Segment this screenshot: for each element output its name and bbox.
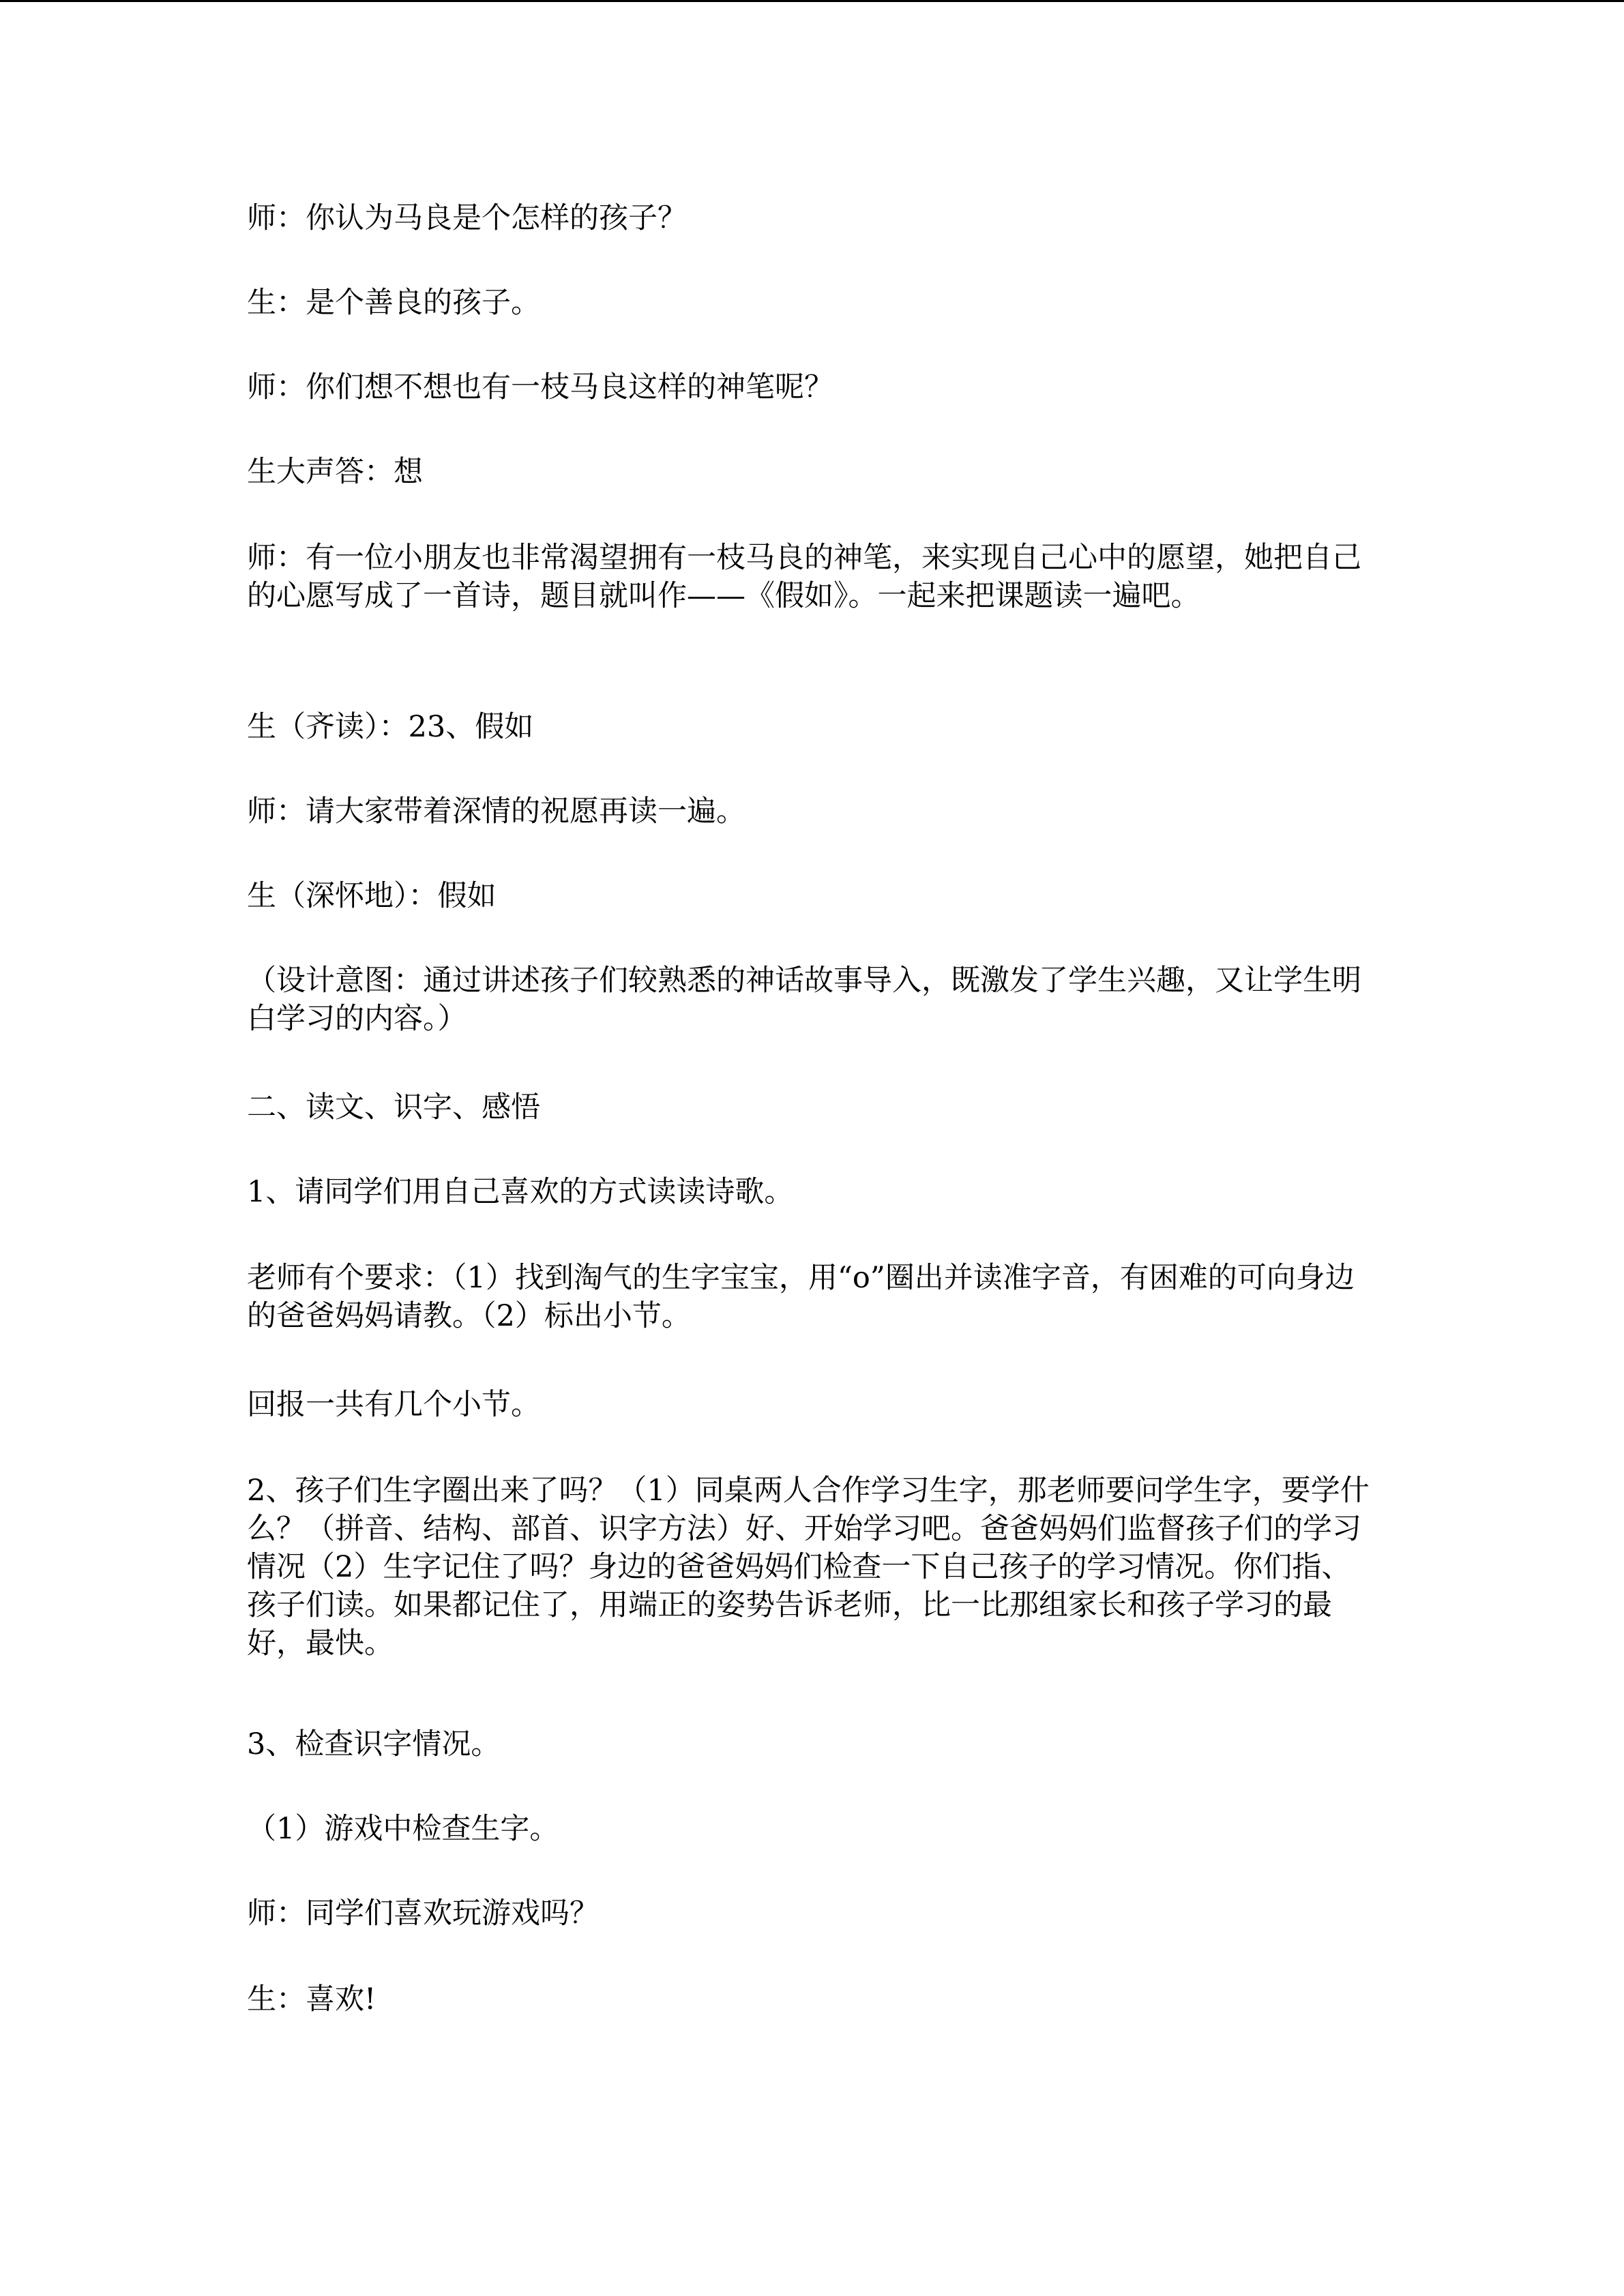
paragraph-16: （1）游戏中检查生字。 bbox=[247, 1812, 559, 1846]
paragraph-8: 生（深怀地）：假如 bbox=[247, 879, 497, 913]
paragraph-6: 生（齐读）：23、假如 bbox=[247, 710, 534, 744]
top-border-line bbox=[0, 0, 1624, 2]
paragraph-14: 2、孩子们生字圈出来了吗？（1）同桌两人合作学习生字，那老师要问学生字，要学什么？（拼音、结构、部首、识字方法）好、开始学习吧。爸爸妈妈们监督孩子们的学习情况（2）生字记住了吗？身边的爸爸妈妈们检查一下自己孩子的学习情况。你们指、孩子们读。如果都记住了，用端正的姿势告诉老师，比一比那组家长和孩子学习的最好，最快。 bbox=[247, 1474, 1370, 1660]
paragraph-12: 老师有个要求：（1）找到淘气的生字宝宝，用“o”圈出并读准字音，有困难的可向身边的爸爸妈妈请教。（2）标出小节。 bbox=[247, 1261, 1355, 1333]
paragraph-7: 师：请大家带着深情的祝愿再读一遍。 bbox=[247, 794, 745, 829]
paragraph-2: 生：是个善良的孩子。 bbox=[247, 286, 540, 320]
paragraph-17: 师：同学们喜欢玩游戏吗？ bbox=[247, 1896, 599, 1930]
paragraph-1: 师：你认为马良是个怎样的孩子？ bbox=[247, 201, 687, 235]
paragraph-3: 师：你们想不想也有一枝马良这样的神笔呢？ bbox=[247, 370, 833, 404]
paragraph-18: 生：喜欢! bbox=[247, 1982, 377, 2016]
paragraph-4: 生大声答：想 bbox=[247, 455, 423, 489]
paragraph-11: 1、请同学们用自己喜欢的方式读读诗歌。 bbox=[247, 1175, 794, 1209]
paragraph-5: 师：有一位小朋友也非常渴望拥有一枝马良的神笔，来实现自己心中的愿望，她把自己的心愿写成了一首诗，题目就叫作——《假如》。一起来把课题读一遍吧。 bbox=[247, 541, 1361, 613]
section-heading: 二、读文、识字、感悟 bbox=[247, 1090, 540, 1124]
paragraph-13: 回报一共有几个小节。 bbox=[247, 1388, 540, 1422]
paragraph-15: 3、检查识字情况。 bbox=[247, 1727, 501, 1761]
paragraph-9: （设计意图：通过讲述孩子们较熟悉的神话故事导入，既激发了学生兴趣，又让学生明白学习的内容。） bbox=[247, 964, 1361, 1036]
